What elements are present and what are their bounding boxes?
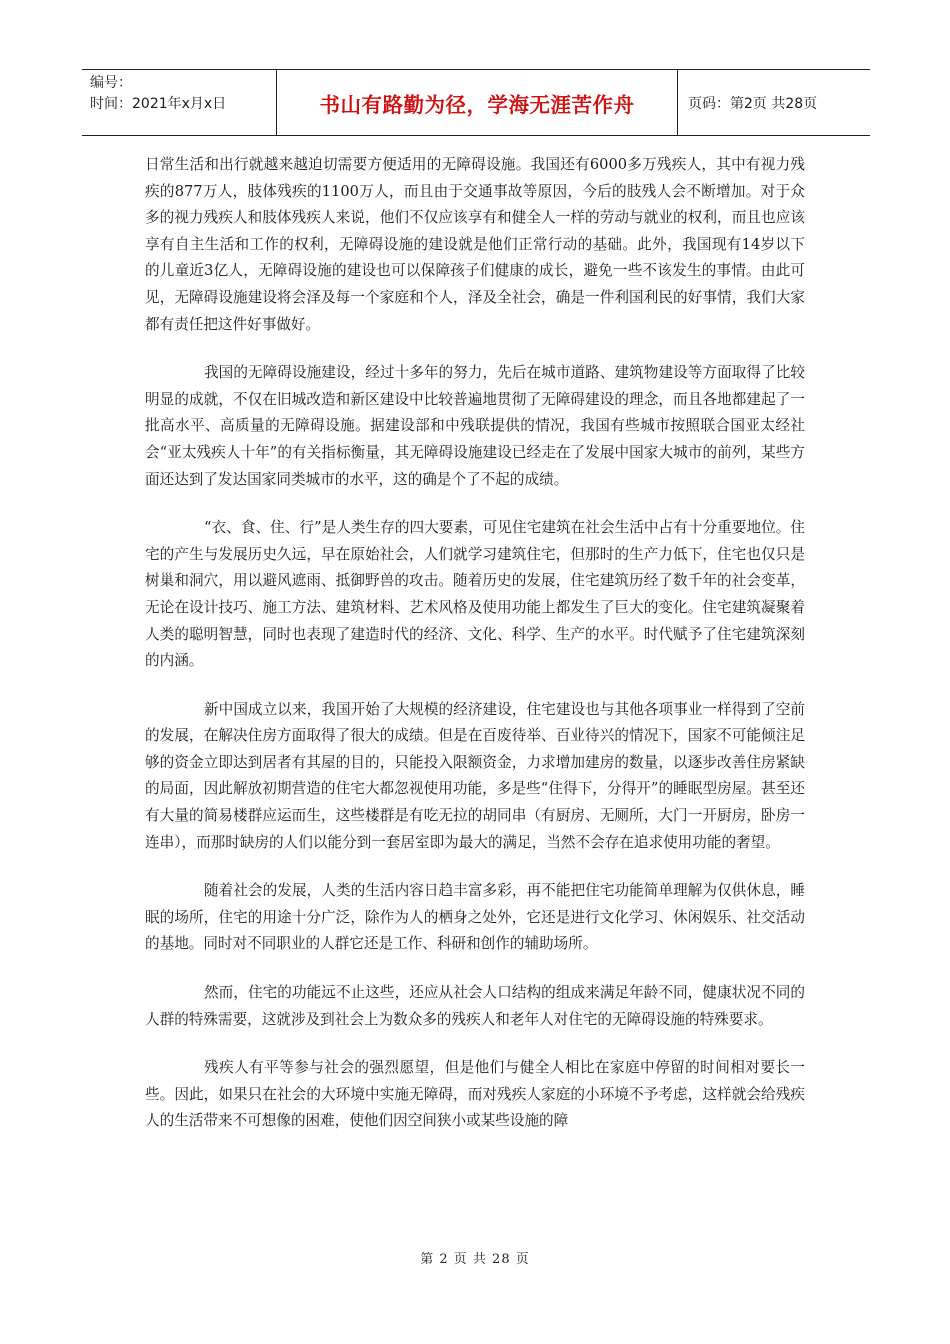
body-paragraph: “衣、食、住、行”是人类生存的四大要素，可见住宅建筑在社会生活中占有十分重要地位。住宅的产生与发展历史久远，早在原始社会，人们就学习建筑住宅，但那时的生产力低下，住宅也仅只是树巢和洞穴，用以避风遮雨、抵御野兽的攻击。随着历史的发展，住宅建筑历经了数千年的社会变革，无论在设计技巧、施工方法、建筑材料、艺术风格及使用功能上都发生了巨大的变化。住宅建筑凝聚着人类的聪明智慧，同时也表现了建造时代的经济、文化、科学、生产的水平。时代赋予了住宅建筑深刻的内涵。 xyxy=(145,519,805,670)
header-page-info: 页码：第2页 共28页 xyxy=(688,95,818,112)
header-meta xyxy=(82,70,277,135)
body-paragraph: 新中国成立以来，我国开始了大规模的经济建设，住宅建设也与其他各项事业一样得到了空前的发展，在解决住房方面取得了很大的成绩。但是在百废待举、百业待兴的情况下，国家不可能倾注足够的资金立即达到居者有其屋的目的，只能投入限额资金，力求增加建房的数量，以逐步改善住房紧缺的局面，因此解放初期营造的住宅大都忽视使用功能，多是些“住得下，分得开”的睡眠型房屋。甚至还有大量的简易楼群应运而生，这些楼群是有吃无拉的胡同串（有厨房、无厕所，大门一开厨房，卧房一连串），而那时缺房的人们以能分到一套居室即为最大的满足，当然不会存在追求使用功能的奢望。 xyxy=(145,700,805,851)
body-paragraph: 残疾人有平等参与社会的强烈愿望，但是他们与健全人相比在家庭中停留的时间相对要长一些。因此，如果只在社会的大环境中实施无障碍，而对残疾人家庭的小环境不予考虑，这样就会给残疾人的生活带来不可想像的困难，使他们因空间狭小或某些设施的障 xyxy=(145,1059,805,1130)
body-paragraph: 我国的无障碍设施建设，经过十多年的努力，先后在城市道路、建筑物建设等方面取得了比较明显的成就，不仅在旧城改造和新区建设中比较普遍地贯彻了无障碍建设的理念，而且各地都建起了一批高水平、高质量的无障碍设施。据建设部和中残联提供的情况，我国有些城市按照联合国亚太经社会“亚太残疾人十年”的有关指标衡量，其无障碍设施建设已经走在了发展中国家大城市的前列，某些方面还达到了发达国家同类城市的水平，这的确是个了不起的成绩。 xyxy=(145,364,805,488)
header-motto: 书山有路勤为径，学海无涯苦作舟 xyxy=(319,92,635,117)
document-body xyxy=(145,152,805,1157)
header-page-info-cell xyxy=(678,70,870,135)
body-paragraph: 日常生活和出行就越来越迫切需要方便适用的无障碍设施。我国还有6000多万残疾人，其中有视力残疾的877万人，肢体残疾的1100万人，而且由于交通事故等原因，今后的肢残人会不断增加。对于众多的视力残疾人和肢体残疾人来说，他们不仅应该享有和健全人一样的劳动与就业的权利，而且也应该享有自主生活和工作的权利，无障碍设施的建设就是他们正常行动的基础。此外，我国现有14岁以下的儿童近3亿人，无障碍设施的建设也可以保障孩子们健康的成长，避免一些不该发生的事情。由此可见，无障碍设施建设将会泽及每一个家庭和个人，泽及全社会，确是一件利国利民的好事情，我们大家都有责任把这件好事做好。 xyxy=(145,156,805,333)
page-footer: 第 2 页 共 28 页 xyxy=(420,1252,530,1267)
header-motto-cell xyxy=(277,70,678,135)
page-header xyxy=(82,69,870,136)
document-number-label: 编号： xyxy=(90,75,132,91)
body-paragraph: 随着社会的发展，人类的生活内容日趋丰富多彩，再不能把住宅功能简单理解为仅供休息，睡眠的场所，住宅的用途十分广泛，除作为人的栖身之处外，它还是进行文化学习、休闲娱乐、社交活动的基地。同时对不同职业的人群它还是工作、科研和创作的辅助场所。 xyxy=(145,882,805,953)
body-paragraph: 然而，住宅的功能远不止这些，还应从社会人口结构的组成来满足年龄不同，健康状况不同的人群的特殊需要，这就涉及到社会上为数众多的残疾人和老年人对住宅的无障碍设施的特殊要求。 xyxy=(145,984,805,1028)
document-date-label: 时间：2021年x月x日 xyxy=(90,96,227,112)
